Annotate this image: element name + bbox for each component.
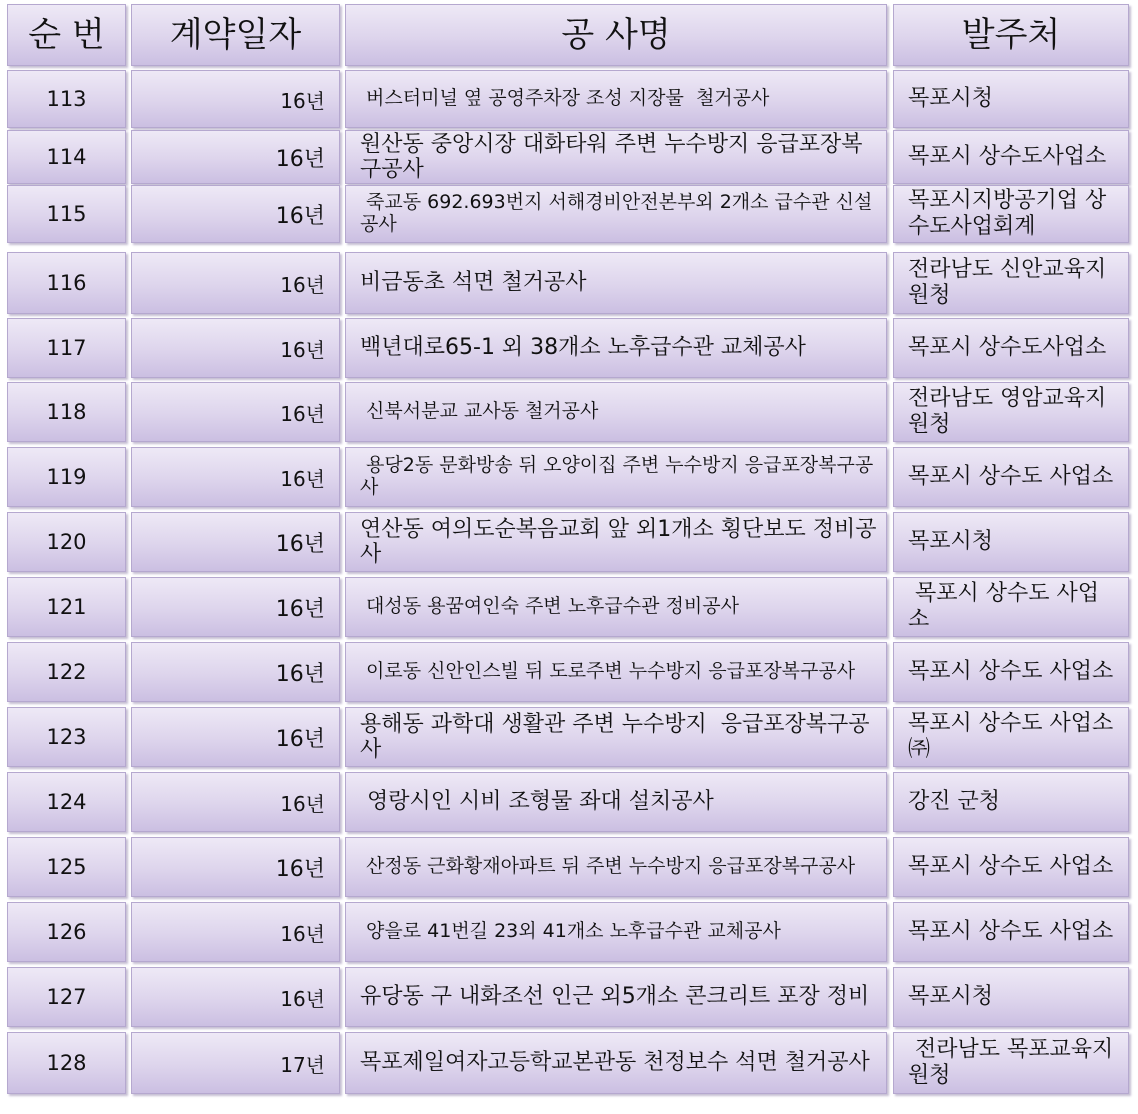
row-name	[345, 772, 887, 832]
row-date	[131, 642, 340, 702]
row-date-text: 16년	[280, 986, 325, 1011]
row-num	[7, 382, 126, 442]
row-client-text: 목포시지방공기업 상수도사업회계	[908, 188, 1107, 239]
row-date	[131, 577, 340, 637]
row-name	[345, 902, 887, 962]
row-client	[893, 130, 1129, 184]
row-client-text: 목포시 상수도 사업소	[908, 581, 1100, 632]
row-name	[345, 577, 887, 637]
row-name	[345, 967, 887, 1027]
row-num	[7, 577, 126, 637]
row-client	[893, 70, 1129, 128]
row-client-text: 목포시청	[908, 984, 994, 1010]
row-client-text: 전라남도 목포교육지원청	[908, 1037, 1114, 1088]
row-name-text: 죽교동 692.693번지 서해경비안전본부외 2개소 급수관 신설공사	[360, 191, 873, 235]
row-client-text: 목포시청	[908, 86, 994, 112]
row-date-text: 16년	[275, 596, 325, 622]
row-date	[131, 902, 340, 962]
row-num	[7, 447, 126, 507]
row-name-text: 원산동 중앙시장 대화타워 주변 누수방지 응급포장복구공사	[360, 131, 863, 182]
row-client	[893, 382, 1129, 442]
row-client-text: 목포시 상수도사업소	[908, 335, 1107, 361]
row-num	[7, 185, 126, 243]
row-num-text: 120	[46, 530, 87, 554]
row-name-text: 유당동 구 내화조선 인근 외5개소 콘크리트 포장 정비	[360, 984, 870, 1010]
row-name-text: 이로동 신안인스빌 뒤 도로주변 누수방지 응급포장복구공사	[360, 660, 856, 683]
row-name	[345, 252, 887, 314]
row-client	[893, 252, 1129, 314]
row-client-text: 목포시 상수도 사업소	[908, 659, 1114, 685]
row-name-text: 백년대로65-1 외 38개소 노후급수관 교체공사	[360, 335, 806, 361]
row-client-text: 목포시청	[908, 529, 994, 555]
row-num	[7, 772, 126, 832]
row-date-text: 16년	[280, 337, 325, 362]
row-client	[893, 577, 1129, 637]
row-num	[7, 642, 126, 702]
row-client	[893, 185, 1129, 243]
row-client-text: 목포시 상수도 사업소	[908, 919, 1114, 945]
row-date-text: 16년	[280, 921, 325, 946]
row-client	[893, 447, 1129, 507]
row-date-text: 16년	[275, 856, 325, 882]
row-num	[7, 512, 126, 572]
row-num-text: 123	[46, 725, 87, 749]
row-date-text: 16년	[280, 466, 325, 491]
row-client-text: 전라남도 영암교육지원청	[908, 386, 1107, 437]
row-client	[893, 967, 1129, 1027]
row-date	[131, 1032, 340, 1094]
row-num-text: 113	[46, 87, 87, 111]
row-num-text: 124	[46, 790, 87, 814]
row-client	[893, 512, 1129, 572]
row-date	[131, 837, 340, 897]
row-name-text: 대성동 용꿈여인숙 주변 노후급수관 정비공사	[360, 595, 739, 618]
header-name: 공 사명	[345, 4, 887, 66]
row-name-text: 산정동 근화황재아파트 뒤 주변 누수방지 응급포장복구공사	[360, 855, 856, 878]
row-name-text: 영랑시인 시비 조형물 좌대 설치공사	[360, 789, 714, 815]
row-date-text: 16년	[280, 791, 325, 816]
header-num: 순 번	[7, 4, 126, 66]
row-name-text: 비금동초 석면 철거공사	[360, 270, 587, 296]
row-date	[131, 772, 340, 832]
header-date: 계약일자	[131, 4, 340, 66]
row-name	[345, 642, 887, 702]
row-client	[893, 642, 1129, 702]
row-client	[893, 1032, 1129, 1094]
row-num-text: 126	[46, 920, 87, 944]
row-date	[131, 512, 340, 572]
row-client-text: 목포시 상수도 사업소	[908, 854, 1114, 880]
row-date-text: 16년	[275, 203, 325, 229]
row-name-text: 용당2동 문화방송 뒤 오양이집 주변 누수방지 응급포장복구공사	[360, 454, 874, 498]
row-num-text: 121	[46, 595, 87, 619]
row-client-text: 목포시 상수도 사업소	[908, 464, 1114, 490]
row-date-text: 16년	[280, 401, 325, 426]
row-client	[893, 318, 1129, 378]
row-name	[345, 318, 887, 378]
row-num	[7, 902, 126, 962]
row-num	[7, 252, 126, 314]
row-name	[345, 130, 887, 184]
row-client	[893, 902, 1129, 962]
row-num-text: 114	[46, 145, 87, 169]
row-name-text: 버스터미널 옆 공영주차장 조성 지장물 철거공사	[360, 87, 770, 110]
row-num	[7, 837, 126, 897]
row-client	[893, 772, 1129, 832]
row-name-text: 양을로 41번길 23외 41개소 노후급수관 교체공사	[360, 920, 781, 943]
row-num-text: 122	[46, 660, 87, 684]
row-name-text: 목포제일여자고등학교본관동 천정보수 석면 철거공사	[360, 1050, 870, 1076]
row-date-text: 16년	[280, 272, 325, 297]
row-client-text: 강진 군청	[908, 789, 1001, 815]
row-num-text: 128	[46, 1051, 87, 1075]
row-date	[131, 318, 340, 378]
row-date-text: 16년	[275, 146, 325, 172]
row-date-text: 16년	[275, 726, 325, 752]
row-num-text: 119	[46, 465, 87, 489]
row-num-text: 116	[46, 271, 87, 295]
row-client-text: 전라남도 신안교육지원청	[908, 257, 1107, 308]
row-client-text: 목포시 상수도 사업소㈜	[908, 711, 1114, 762]
row-client-text: 목포시 상수도사업소	[908, 144, 1107, 170]
row-num-text: 118	[46, 400, 87, 424]
row-name	[345, 707, 887, 767]
row-date	[131, 130, 340, 184]
row-num-text: 115	[46, 202, 87, 226]
row-date	[131, 70, 340, 128]
row-date-text: 16년	[275, 661, 325, 687]
row-name-text: 용해동 과학대 생활관 주변 누수방지 응급포장복구공사	[360, 711, 870, 762]
row-name	[345, 382, 887, 442]
row-name	[345, 447, 887, 507]
row-date-text: 16년	[280, 88, 325, 113]
row-name	[345, 185, 887, 243]
row-num	[7, 130, 126, 184]
row-num-text: 125	[46, 855, 87, 879]
row-date	[131, 185, 340, 243]
row-date	[131, 252, 340, 314]
row-date	[131, 967, 340, 1027]
row-name	[345, 70, 887, 128]
row-date	[131, 447, 340, 507]
row-num	[7, 707, 126, 767]
row-date-text: 16년	[275, 531, 325, 557]
row-date	[131, 707, 340, 767]
row-client	[893, 837, 1129, 897]
row-date	[131, 382, 340, 442]
row-name	[345, 512, 887, 572]
row-name-text: 신북서분교 교사동 철거공사	[360, 400, 599, 423]
row-num	[7, 1032, 126, 1094]
row-num-text: 127	[46, 985, 87, 1009]
row-name	[345, 1032, 887, 1094]
row-date-text: 17년	[280, 1052, 325, 1077]
row-client	[893, 707, 1129, 767]
header-client: 발주처	[893, 4, 1129, 66]
row-num-text: 117	[46, 336, 87, 360]
row-num	[7, 70, 126, 128]
row-name	[345, 837, 887, 897]
row-name-text: 연산동 여의도순복음교회 앞 외1개소 횡단보도 정비공사	[360, 516, 877, 567]
row-num	[7, 967, 126, 1027]
row-num	[7, 318, 126, 378]
